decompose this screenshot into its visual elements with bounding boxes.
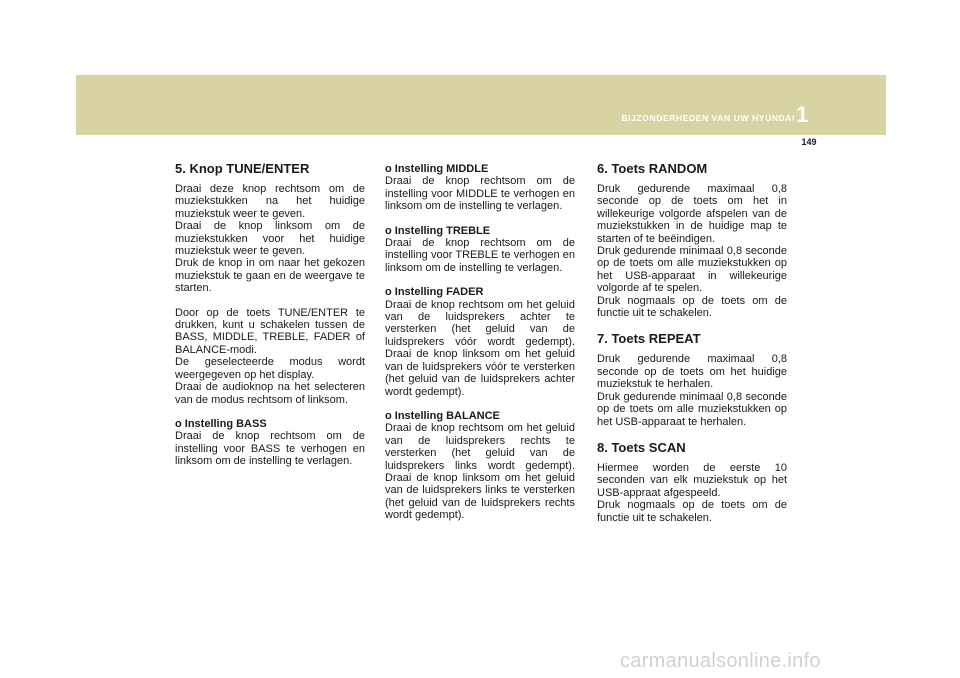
header-band — [76, 75, 886, 135]
text-line: Draai de knop rechtsom om de instelling voor MIDDLE te verhogen en linksom om de instelling te verlagen. — [385, 175, 575, 213]
text-line: Druk gedurende minimaal 0,8 seconde op de toets om alle muziekstukken op het USB-apparaat in willekeurige volgorde af te spelen. — [597, 245, 787, 295]
page-tab — [786, 135, 846, 153]
text-line: Draai de knop rechtsom om de instelling voor TREBLE te verhogen en linksom om de instelling te verlagen. — [385, 237, 575, 274]
paragraph-scan — [597, 462, 787, 524]
text-line: De geselecteerde modus wordt weergegeven op het display. — [175, 356, 365, 381]
heading-repeat: 7. Toets REPEAT — [597, 331, 701, 347]
subtitle-middle: o Instelling MIDDLE — [385, 163, 489, 175]
text-line: Druk nogmaals op de toets om de functie uit te schakelen. — [597, 294, 787, 320]
text-line: Draai deze knop rechtsom om de muziekstukken na het huidige muziekstuk weer te geven. — [175, 183, 365, 220]
text-line: Draai de knop rechtsom om het geluid van de luidsprekers rechts te versterken (het geluid van de luidsprekers links wordt gedempt). Draai de knop linksom om het geluid van de luidsprekers links te versterken (het geluid van de luidsprekers rechts wordt gedempt). — [385, 422, 575, 522]
paragraph-middle — [385, 163, 575, 213]
text-line: Door op de toets TUNE/ENTER te drukken, kunt u schakelen tussen de BASS, MIDDLE, TREBLE, FADER of BALANCE-modi. — [175, 306, 365, 356]
heading-random: 6. Toets RANDOM — [597, 161, 708, 176]
paragraph-fader — [385, 286, 575, 398]
column-3 — [597, 161, 787, 536]
paragraph-balance — [385, 410, 575, 522]
column-1 — [175, 161, 365, 480]
text-line: Draai de knop rechtsom om het geluid van de luidsprekers achter te versterken (het geluid van de luidsprekers vóór wordt gedempt). Draai de knop linksom om het geluid van de luidsprekers vóór te versterken (het geluid van de luidsprekers achter wordt gedempt). — [385, 298, 575, 398]
subtitle-bass: o Instelling BASS — [175, 417, 267, 430]
subtitle-balance: o Instelling BALANCE — [385, 409, 500, 422]
watermark: carmanualsonline.info — [620, 650, 821, 672]
header-white — [0, 0, 960, 75]
text-line: Draai de knop linksom om de muziekstukken voor het huidige muziekstuk weer te geven. — [175, 220, 365, 258]
page-number: 149 — [801, 137, 817, 147]
text-line: Druk nogmaals op de toets om de functie uit te schakelen. — [597, 499, 787, 524]
paragraph-repeat — [597, 353, 787, 427]
chapter-number: 1 — [796, 102, 809, 127]
text-line: Druk de knop in om naar het gekozen muziekstuk te gaan en de weergave te starten. — [175, 257, 365, 295]
heading-tune-enter: 5. Knop TUNE/ENTER — [175, 161, 310, 176]
paragraph-bass — [175, 418, 365, 468]
text-line: Druk gedurende maximaal 0,8 seconde op de toets om het huidige muziekstuk te herhalen. — [597, 353, 787, 391]
paragraph-random — [597, 183, 787, 319]
subtitle-treble: o Instelling TREBLE — [385, 224, 491, 237]
paragraph-treble — [385, 225, 575, 275]
paragraph-tune-knob — [175, 183, 365, 295]
text-line: Druk gedurende maximaal 0,8 seconde op de toets om het in willekeurige volgorde afspelen van de muziekstukken in de huidige map te starten of te beëindigen. — [597, 183, 787, 245]
text-line: Draai de audioknop na het selecteren van de modus rechtsom of linksom. — [175, 381, 365, 406]
column-2 — [385, 163, 575, 534]
section-title: BIJZONDERHEDEN VAN UW HYUNDAI — [621, 113, 795, 123]
heading-scan: 8. Toets SCAN — [597, 439, 686, 455]
text-line: Druk gedurende minimaal 0,8 seconde op de toets om alle muziekstukken op het USB-apparaat te herhalen. — [597, 390, 787, 428]
subtitle-fader: o Instelling FADER — [385, 286, 484, 299]
paragraph-tune-modes — [175, 307, 365, 406]
text-line: Hiermee worden de eerste 10 seconden van elk muziekstuk op het USB-appraat afgespeeld. — [597, 461, 787, 499]
text-line: Draai de knop rechtsom om de instelling voor BASS te verhogen en linksom om de instelling te verlagen. — [175, 430, 365, 468]
